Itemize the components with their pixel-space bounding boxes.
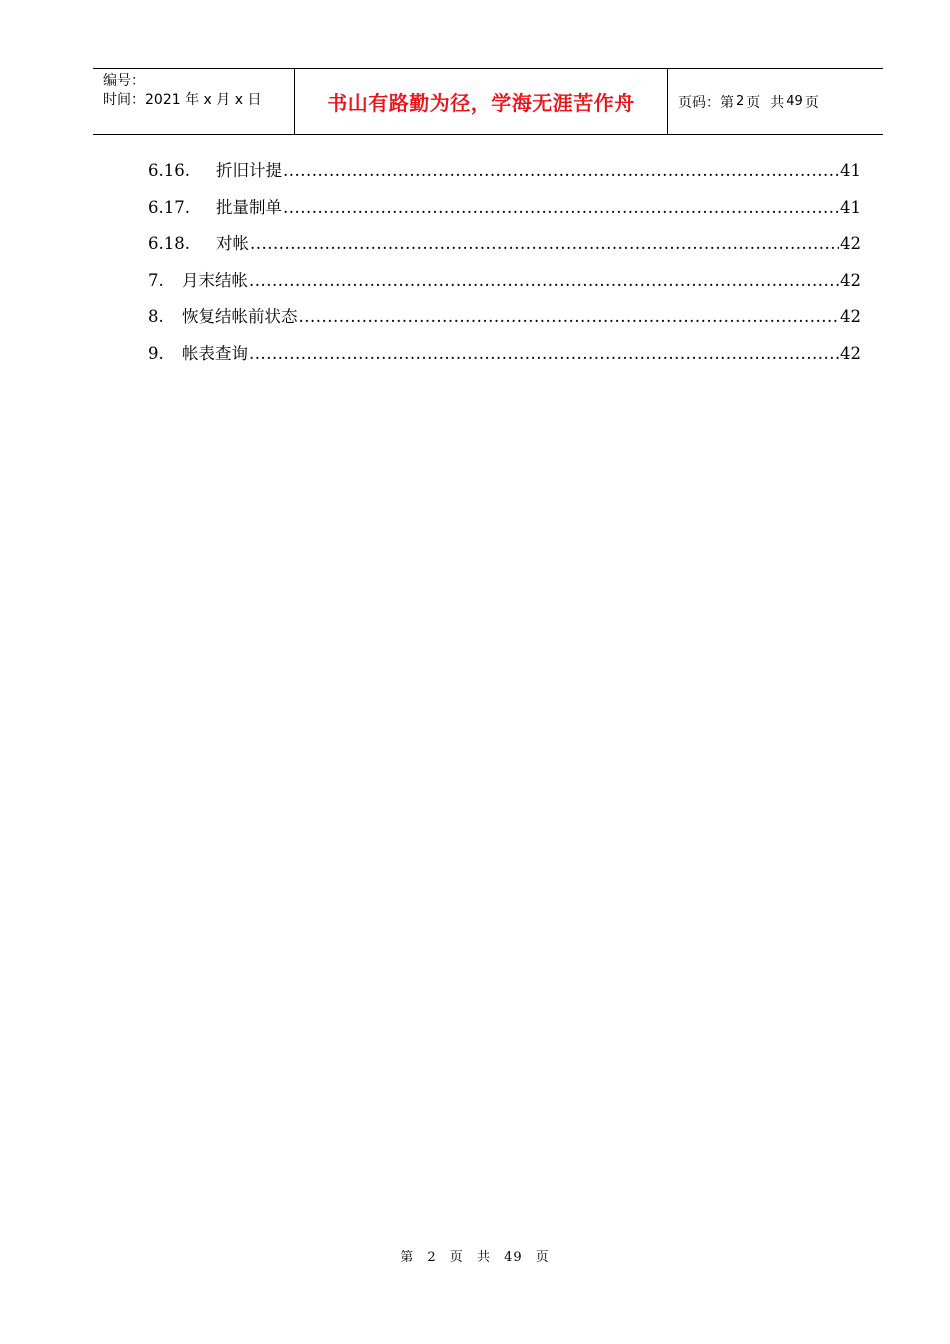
toc-page: 41 (840, 197, 861, 217)
toc-leader (283, 194, 839, 222)
table-of-contents (148, 157, 861, 377)
toc-entry[interactable] (148, 194, 861, 231)
toc-number: 9. (148, 343, 164, 363)
footer-unit: 页 (449, 1250, 464, 1265)
toc-entry[interactable] (148, 267, 861, 304)
time-label: 时间：2021 年 x 月 x 日 (103, 92, 262, 108)
toc-leader (249, 267, 839, 295)
toc-title: 月末结帐 (182, 270, 248, 290)
toc-title: 折旧计提 (216, 161, 282, 180)
toc-entry[interactable] (148, 303, 861, 340)
header-page-cell (668, 69, 883, 134)
toc-page: 42 (840, 343, 861, 363)
toc-number: 8. (148, 307, 164, 327)
toc-entry[interactable] (148, 157, 861, 194)
footer-total: 49 (504, 1250, 523, 1265)
toc-number: 6.18. (148, 234, 190, 254)
footer-current: 2 (427, 1250, 437, 1265)
toc-page: 42 (840, 234, 861, 254)
footer-prefix: 第 (400, 1250, 415, 1265)
page-unit: 页 (746, 94, 761, 111)
page-current: 2 (736, 94, 745, 109)
toc-number: 7. (148, 270, 164, 290)
header-meta-cell (93, 69, 295, 134)
page-prefix: 页码：第 (678, 94, 734, 111)
toc-leader (283, 157, 839, 185)
page-footer (0, 1246, 950, 1265)
toc-page: 42 (840, 307, 861, 327)
footer-total-prefix: 共 (476, 1250, 491, 1265)
toc-page: 42 (840, 270, 861, 290)
header-motto-cell (295, 69, 668, 134)
page-total-prefix: 共 (770, 94, 785, 111)
toc-number: 6.17. (148, 197, 190, 217)
toc-title: 帐表查询 (182, 343, 248, 363)
footer-total-unit: 页 (535, 1250, 550, 1265)
toc-entry[interactable] (148, 230, 861, 267)
toc-entry[interactable] (148, 340, 861, 377)
toc-page: 41 (840, 161, 861, 180)
toc-title: 对帐 (216, 234, 249, 254)
page-total-unit: 页 (804, 94, 819, 111)
toc-title: 批量制单 (216, 197, 282, 217)
page-total: 49 (786, 94, 803, 109)
code-label: 编号： (103, 73, 145, 89)
motto-text: 书山有路勤为径，学海无涯苦作舟 (327, 91, 635, 115)
toc-number: 6.16. (148, 161, 190, 180)
toc-leader (249, 340, 839, 368)
toc-title: 恢复结帐前状态 (182, 307, 298, 327)
toc-leader (250, 230, 839, 258)
page-header (93, 68, 883, 135)
toc-leader (299, 303, 840, 331)
